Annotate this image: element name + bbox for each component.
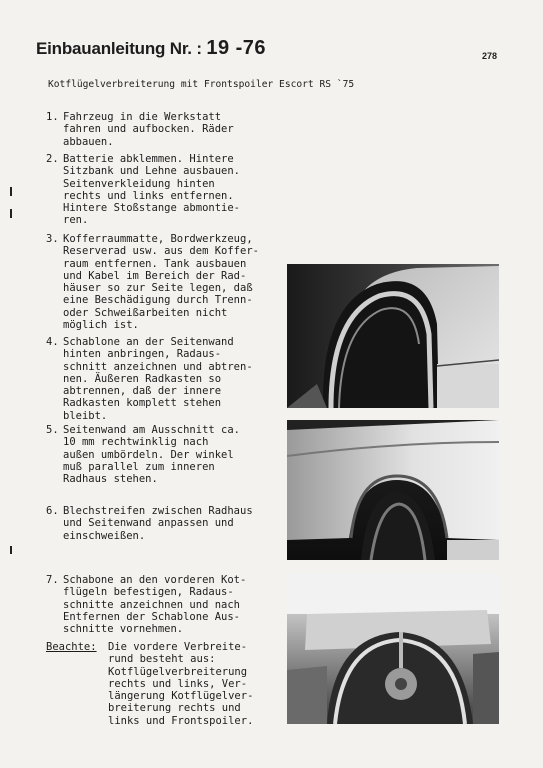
step-number: 3. <box>46 233 59 245</box>
margin-mark <box>10 209 12 218</box>
step-number: 4. <box>46 336 59 348</box>
step-text: Batterie abklemmen. Hintere Sitzbank und Lehne ausbauen. Seitenverkleidung hinten rechts und links entfernen. Hintere Stoßstange abmontie- ren. <box>63 153 241 227</box>
photo-front-fender-template <box>287 574 499 724</box>
step-text: Schabone an den vorderen Kot- flügeln befestigen, Radaus- schnitte anzeichnen und nach Entfernen der Schablone Aus- schnitte vornehmen. <box>63 574 247 636</box>
document-subtitle: Kotflügelverbreiterung mit Frontspoiler Escort RS `75 <box>48 79 355 90</box>
photo-flanged-side-wall <box>287 420 499 560</box>
step-text: Seitenwand am Ausschnitt ca. 10 mm rechtwinklig nach außen umbördeln. Der winkel muß parallel zum inneren Radhaus stehen. <box>63 424 241 486</box>
margin-mark <box>10 187 12 196</box>
step-text: Fahrzeug in die Werkstatt fahren und aufbocken. Räder abbauen. <box>63 111 234 148</box>
step-text: Schablone an der Seitenwand hinten anbringen, Radaus- schnitt anzeichnen und abtren- nen. Äußeren Radkasten so abtrennen, daß der innere Radkasten komplett stehen bleibt. <box>63 336 253 422</box>
title-prefix: Einbauanleitung Nr. : <box>36 39 207 58</box>
page-number: 278 <box>482 51 498 61</box>
note-label: Beachte: <box>46 641 97 653</box>
photo-rear-wheel-arch-template <box>287 264 499 408</box>
step-text: Blechstreifen zwischen Radhaus und Seitenwand anpassen und einschweißen. <box>63 505 253 542</box>
step-text: Kofferraummatte, Bordwerkzeug, Reserverad usw. aus dem Koffer- raum entfernen. Tank ausbauen und Kabel im Bereich der Rad- häuser so zur Seite legen, daß eine Beschädigung durch Trenn- oder Schweißarbeiten nicht möglich ist. <box>63 233 259 332</box>
step-number: 1. <box>46 111 59 123</box>
margin-mark <box>10 546 12 554</box>
note-text: Die vordere Verbreite- rund besteht aus: Kotflügelverbreiterung rechts und links, Ver- längerung Kotflügelver- breiterung rechts und links und Frontspoiler. <box>108 641 254 727</box>
step-number: 2. <box>46 153 59 165</box>
step-number: 5. <box>46 424 59 436</box>
page-title <box>36 37 266 60</box>
title-number: 19 -76 <box>206 37 267 59</box>
step-number: 6. <box>46 505 59 517</box>
step-number: 7. <box>46 574 59 586</box>
